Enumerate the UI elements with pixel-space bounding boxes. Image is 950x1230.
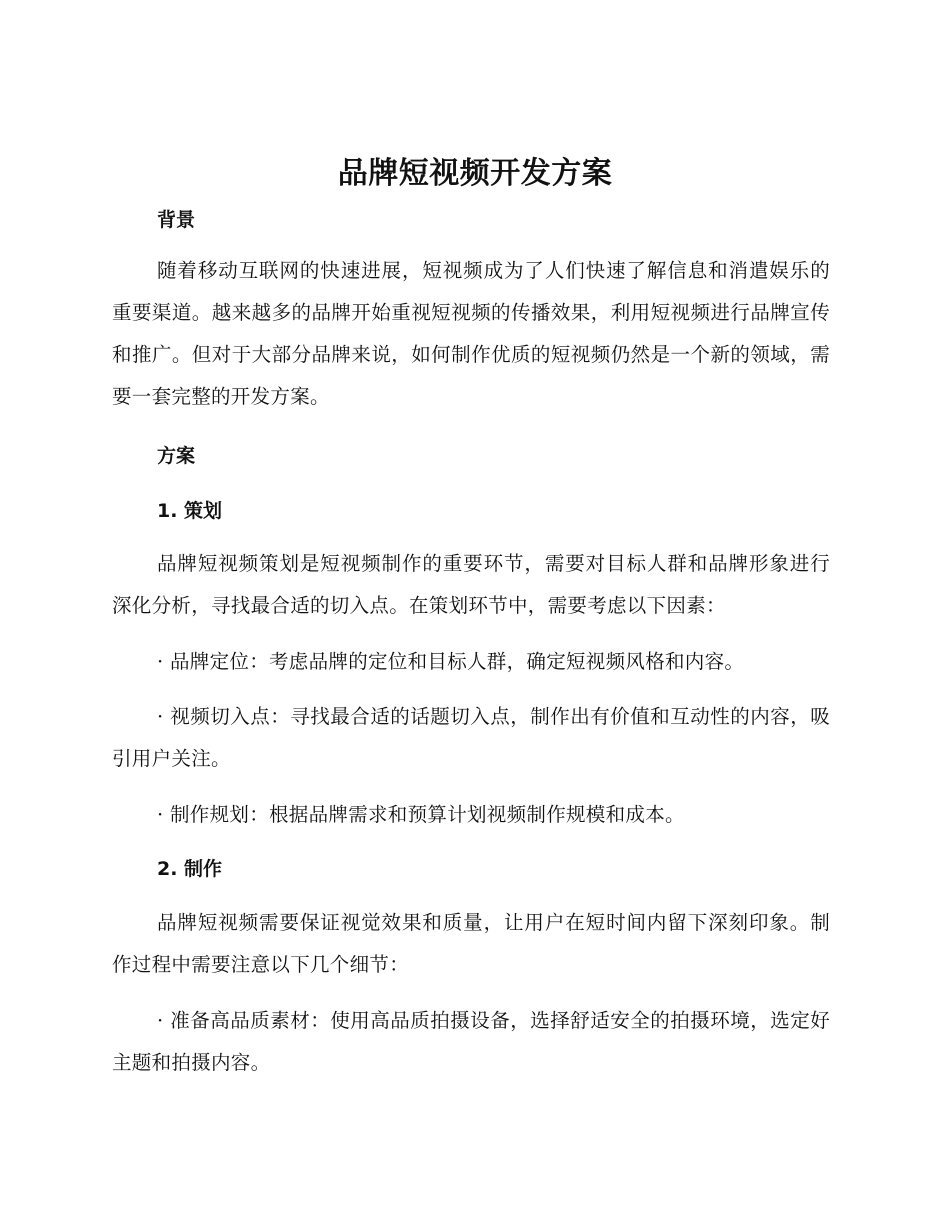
subheading-planning: 1. 策划: [157, 500, 223, 522]
list-item-video-entry-point: · 视频切入点：寻找最合适的话题切入点，制作出有价值和互动性的内容，吸引用户关注。: [112, 705, 830, 770]
list-item-production-planning: · 制作规划：根据品牌需求和预算计划视频制作规模和成本。: [157, 803, 685, 826]
paragraph-production-intro: 品牌短视频需要保证视觉效果和质量，让用户在短时间内留下深刻印象。制作过程中需要注意以下几个细节：: [112, 911, 830, 976]
section-heading-plan: 方案: [157, 445, 196, 467]
page-title: 品牌短视频开发方案: [337, 156, 613, 191]
paragraph-background: 随着移动互联网的快速进展，短视频成为了人们快速了解信息和消遣娱乐的重要渠道。越来越多的品牌开始重视短视频的传播效果，利用短视频进行品牌宣传和推广。但对于大部分品牌来说，如何制作优质的短视频仍然是一个新的领域，需要一套完整的开发方案。: [112, 259, 830, 408]
subheading-production: 2. 制作: [157, 858, 223, 880]
list-item-high-quality-material: · 准备高品质素材：使用高品质拍摄设备，选择舒适安全的拍摄环境，选定好主题和拍摄内容。: [112, 1009, 830, 1074]
paragraph-planning-intro: 品牌短视频策划是短视频制作的重要环节，需要对目标人群和品牌形象进行深化分析，寻找最合适的切入点。在策划环节中，需要考虑以下因素：: [112, 552, 830, 617]
list-item-brand-positioning: · 品牌定位：考虑品牌的定位和目标人群，确定短视频风格和内容。: [157, 650, 745, 673]
section-heading-background: 背景: [157, 209, 196, 231]
